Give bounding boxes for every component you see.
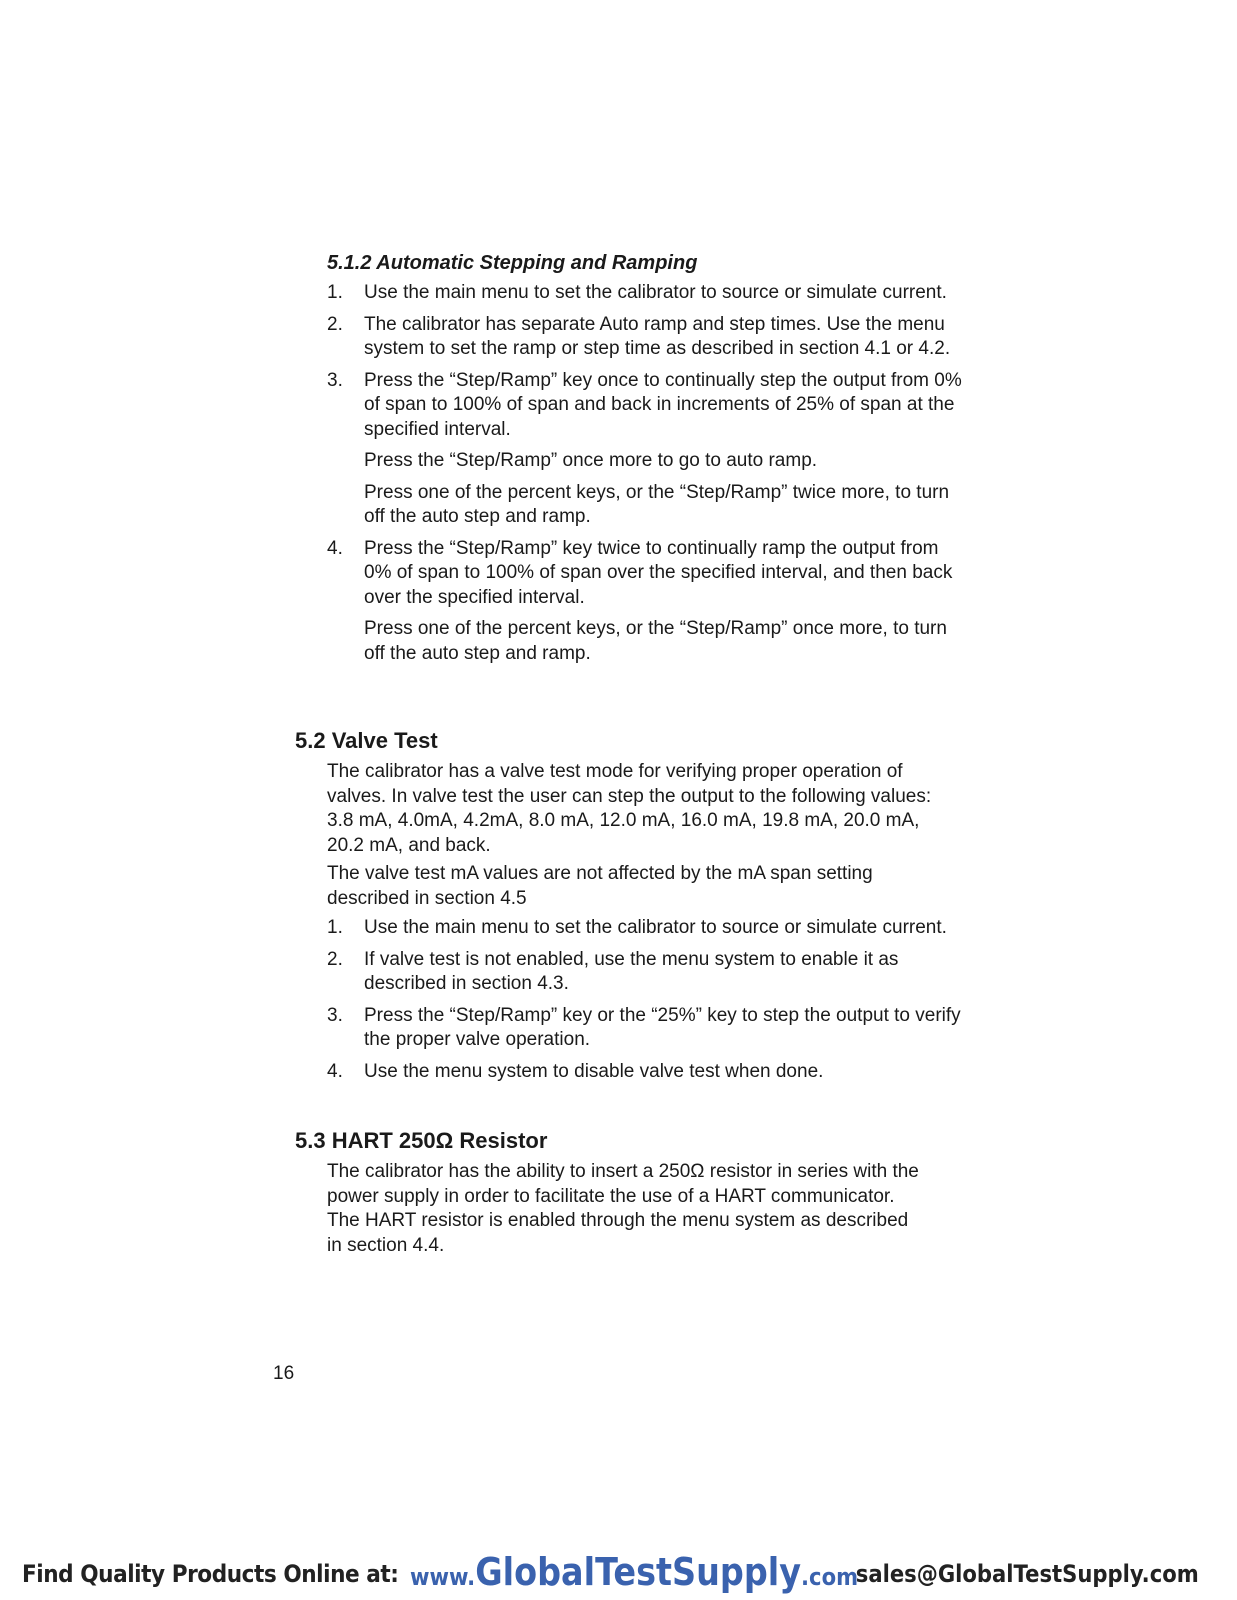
list-item-note: Press the “Step/Ramp” once more to go to auto ramp. (364, 450, 818, 471)
list-item-number: 2. (327, 948, 343, 970)
section-5-3-heading: 5.3 HART 250Ω Resistor (295, 1128, 548, 1153)
list-item-number: 1. (327, 917, 343, 938)
list-item-note: Press one of the percent keys, or the “Step/Ramp” once more, to turn off the auto step and ramp. (364, 618, 947, 664)
list-item-text: Press the “Step/Ramp” key or the “25%” key to step the output to verify the proper valve operation. (364, 1004, 961, 1050)
page-number: 16 (273, 1363, 295, 1384)
list-item (327, 1060, 967, 1085)
footer-tagline: Find Quality Products Online at: (22, 1560, 399, 1588)
list-item-text: Use the main menu to set the calibrator to source or simulate current. (364, 282, 947, 303)
list-item (327, 537, 967, 667)
list-item-text: Press the “Step/Ramp” key twice to continually ramp the output from 0% of span to 100% of span over the specified interval, and then back over the specified interval. (364, 537, 953, 608)
website-link-prefix: www. (410, 1563, 476, 1591)
list-item (327, 313, 967, 362)
section-5-2-heading: 5.2 Valve Test (295, 728, 438, 753)
website-link-domain: GlobalTestSupply (475, 1550, 802, 1594)
section-5-2-paragraph: The valve test mA values are not affected by the mA span setting described in section 4.5 (327, 863, 873, 909)
list-item-number: 2. (327, 313, 343, 335)
website-link-suffix: .com (801, 1563, 859, 1591)
list-item-number: 4. (327, 537, 343, 559)
list-item-text: Press the “Step/Ramp” key once to continually step the output from 0% of span to 100% of span and back in increments of 25% of span at the specified interval. (364, 369, 962, 440)
list-item (327, 916, 967, 941)
section-5-3-paragraph: The calibrator has the ability to insert a 250Ω resistor in series with the power supply in order to facilitate the use of a HART communicator. The HART resistor is enabled through the menu system as described in section 4.4. (327, 1161, 919, 1256)
list-item (327, 1004, 967, 1053)
list-item (327, 369, 967, 530)
list-item-number: 4. (327, 1060, 343, 1082)
section-5-1-2-steps (327, 281, 967, 673)
list-item-text: Use the menu system to disable valve test when done. (364, 1060, 824, 1082)
list-item-text: If valve test is not enabled, use the menu system to enable it as described in section 4.3. (364, 948, 899, 994)
list-item-number: 1. (327, 282, 343, 303)
list-item-text: The calibrator has separate Auto ramp and step times. Use the menu system to set the ramp or step time as described in section 4.1 or 4.2. (364, 313, 951, 359)
email-link[interactable]: sales@GlobalTestSupply.com (856, 1560, 1199, 1588)
website-link[interactable] (410, 1550, 858, 1594)
list-item-number: 3. (327, 1004, 343, 1026)
section-5-2-steps (327, 916, 967, 1091)
footer-banner (0, 1550, 1237, 1600)
list-item (327, 281, 967, 306)
list-item-number: 3. (327, 369, 343, 391)
list-item (327, 948, 967, 997)
section-5-1-2-heading: 5.1.2 Automatic Stepping and Ramping (327, 252, 698, 274)
section-5-2-paragraph: The calibrator has a valve test mode for verifying proper operation of valves. In valve test the user can step the output to the following values: 3.8 mA, 4.0mA, 4.2mA, 8.0 mA, 12.0 mA, 16.0 mA, 19.8 mA, 20.0 mA, 20.2 mA, and back. (327, 761, 932, 856)
list-item-text: Use the main menu to set the calibrator to source or simulate current. (364, 917, 947, 938)
list-item-note: Press one of the percent keys, or the “Step/Ramp” twice more, to turn off the auto step and ramp. (364, 481, 950, 527)
